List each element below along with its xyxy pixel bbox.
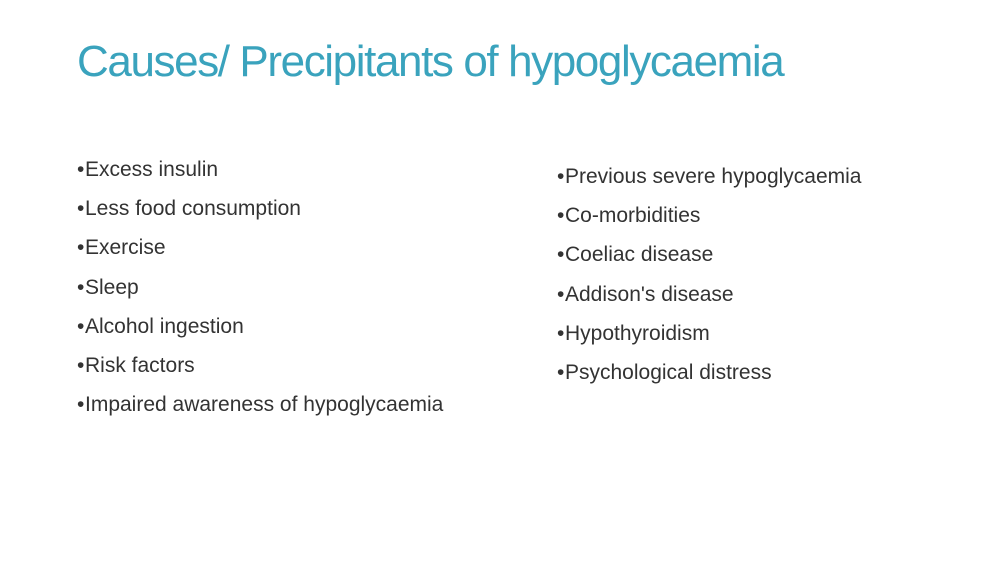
bullet-item <box>77 346 443 385</box>
bullet-icon: • <box>77 158 85 181</box>
bullet-item <box>77 385 443 424</box>
bullet-icon: • <box>77 197 85 221</box>
bullet-text: Alcohol ingestion <box>85 314 244 338</box>
bullet-text: Addison's disease <box>565 282 734 306</box>
bullet-text: Coeliac disease <box>565 243 714 267</box>
bullet-item <box>557 235 861 274</box>
bullet-item <box>557 275 861 314</box>
bullet-icon: • <box>77 275 85 299</box>
bullet-item <box>557 157 861 196</box>
bullet-text: Sleep <box>85 275 139 299</box>
bullet-icon: • <box>77 236 85 260</box>
bullet-icon: • <box>77 393 85 417</box>
bullet-icon: • <box>77 354 85 378</box>
bullet-item <box>557 196 861 235</box>
bullet-icon: • <box>557 165 565 188</box>
bullet-item <box>557 353 861 392</box>
bullet-item <box>77 307 443 346</box>
bullet-item <box>77 150 443 189</box>
bullet-icon: • <box>77 314 85 338</box>
right-bullet-list <box>557 157 861 392</box>
bullet-item <box>77 228 443 267</box>
bullet-text: Previous severe hypoglycaemia <box>565 165 862 188</box>
bullet-item <box>557 314 861 353</box>
bullet-icon: • <box>557 361 565 385</box>
bullet-item <box>77 268 443 307</box>
bullet-icon: • <box>557 282 565 306</box>
bullet-text: Psychological distress <box>565 361 772 385</box>
bullet-icon: • <box>557 243 565 267</box>
slide-title: Causes/ Precipitants of hypoglycaemia <box>77 37 784 86</box>
bullet-text: Exercise <box>85 236 166 260</box>
left-bullet-list <box>77 150 443 424</box>
bullet-icon: • <box>557 204 565 228</box>
bullet-text: Excess insulin <box>85 158 219 181</box>
bullet-item <box>77 189 443 228</box>
bullet-text: Impaired awareness of hypoglycaemia <box>85 393 444 417</box>
bullet-text: Co-morbidities <box>565 204 701 228</box>
bullet-text: Risk factors <box>85 354 195 378</box>
bullet-icon: • <box>557 321 565 345</box>
bullet-text: Less food consumption <box>85 197 301 221</box>
bullet-text: Hypothyroidism <box>565 321 710 345</box>
